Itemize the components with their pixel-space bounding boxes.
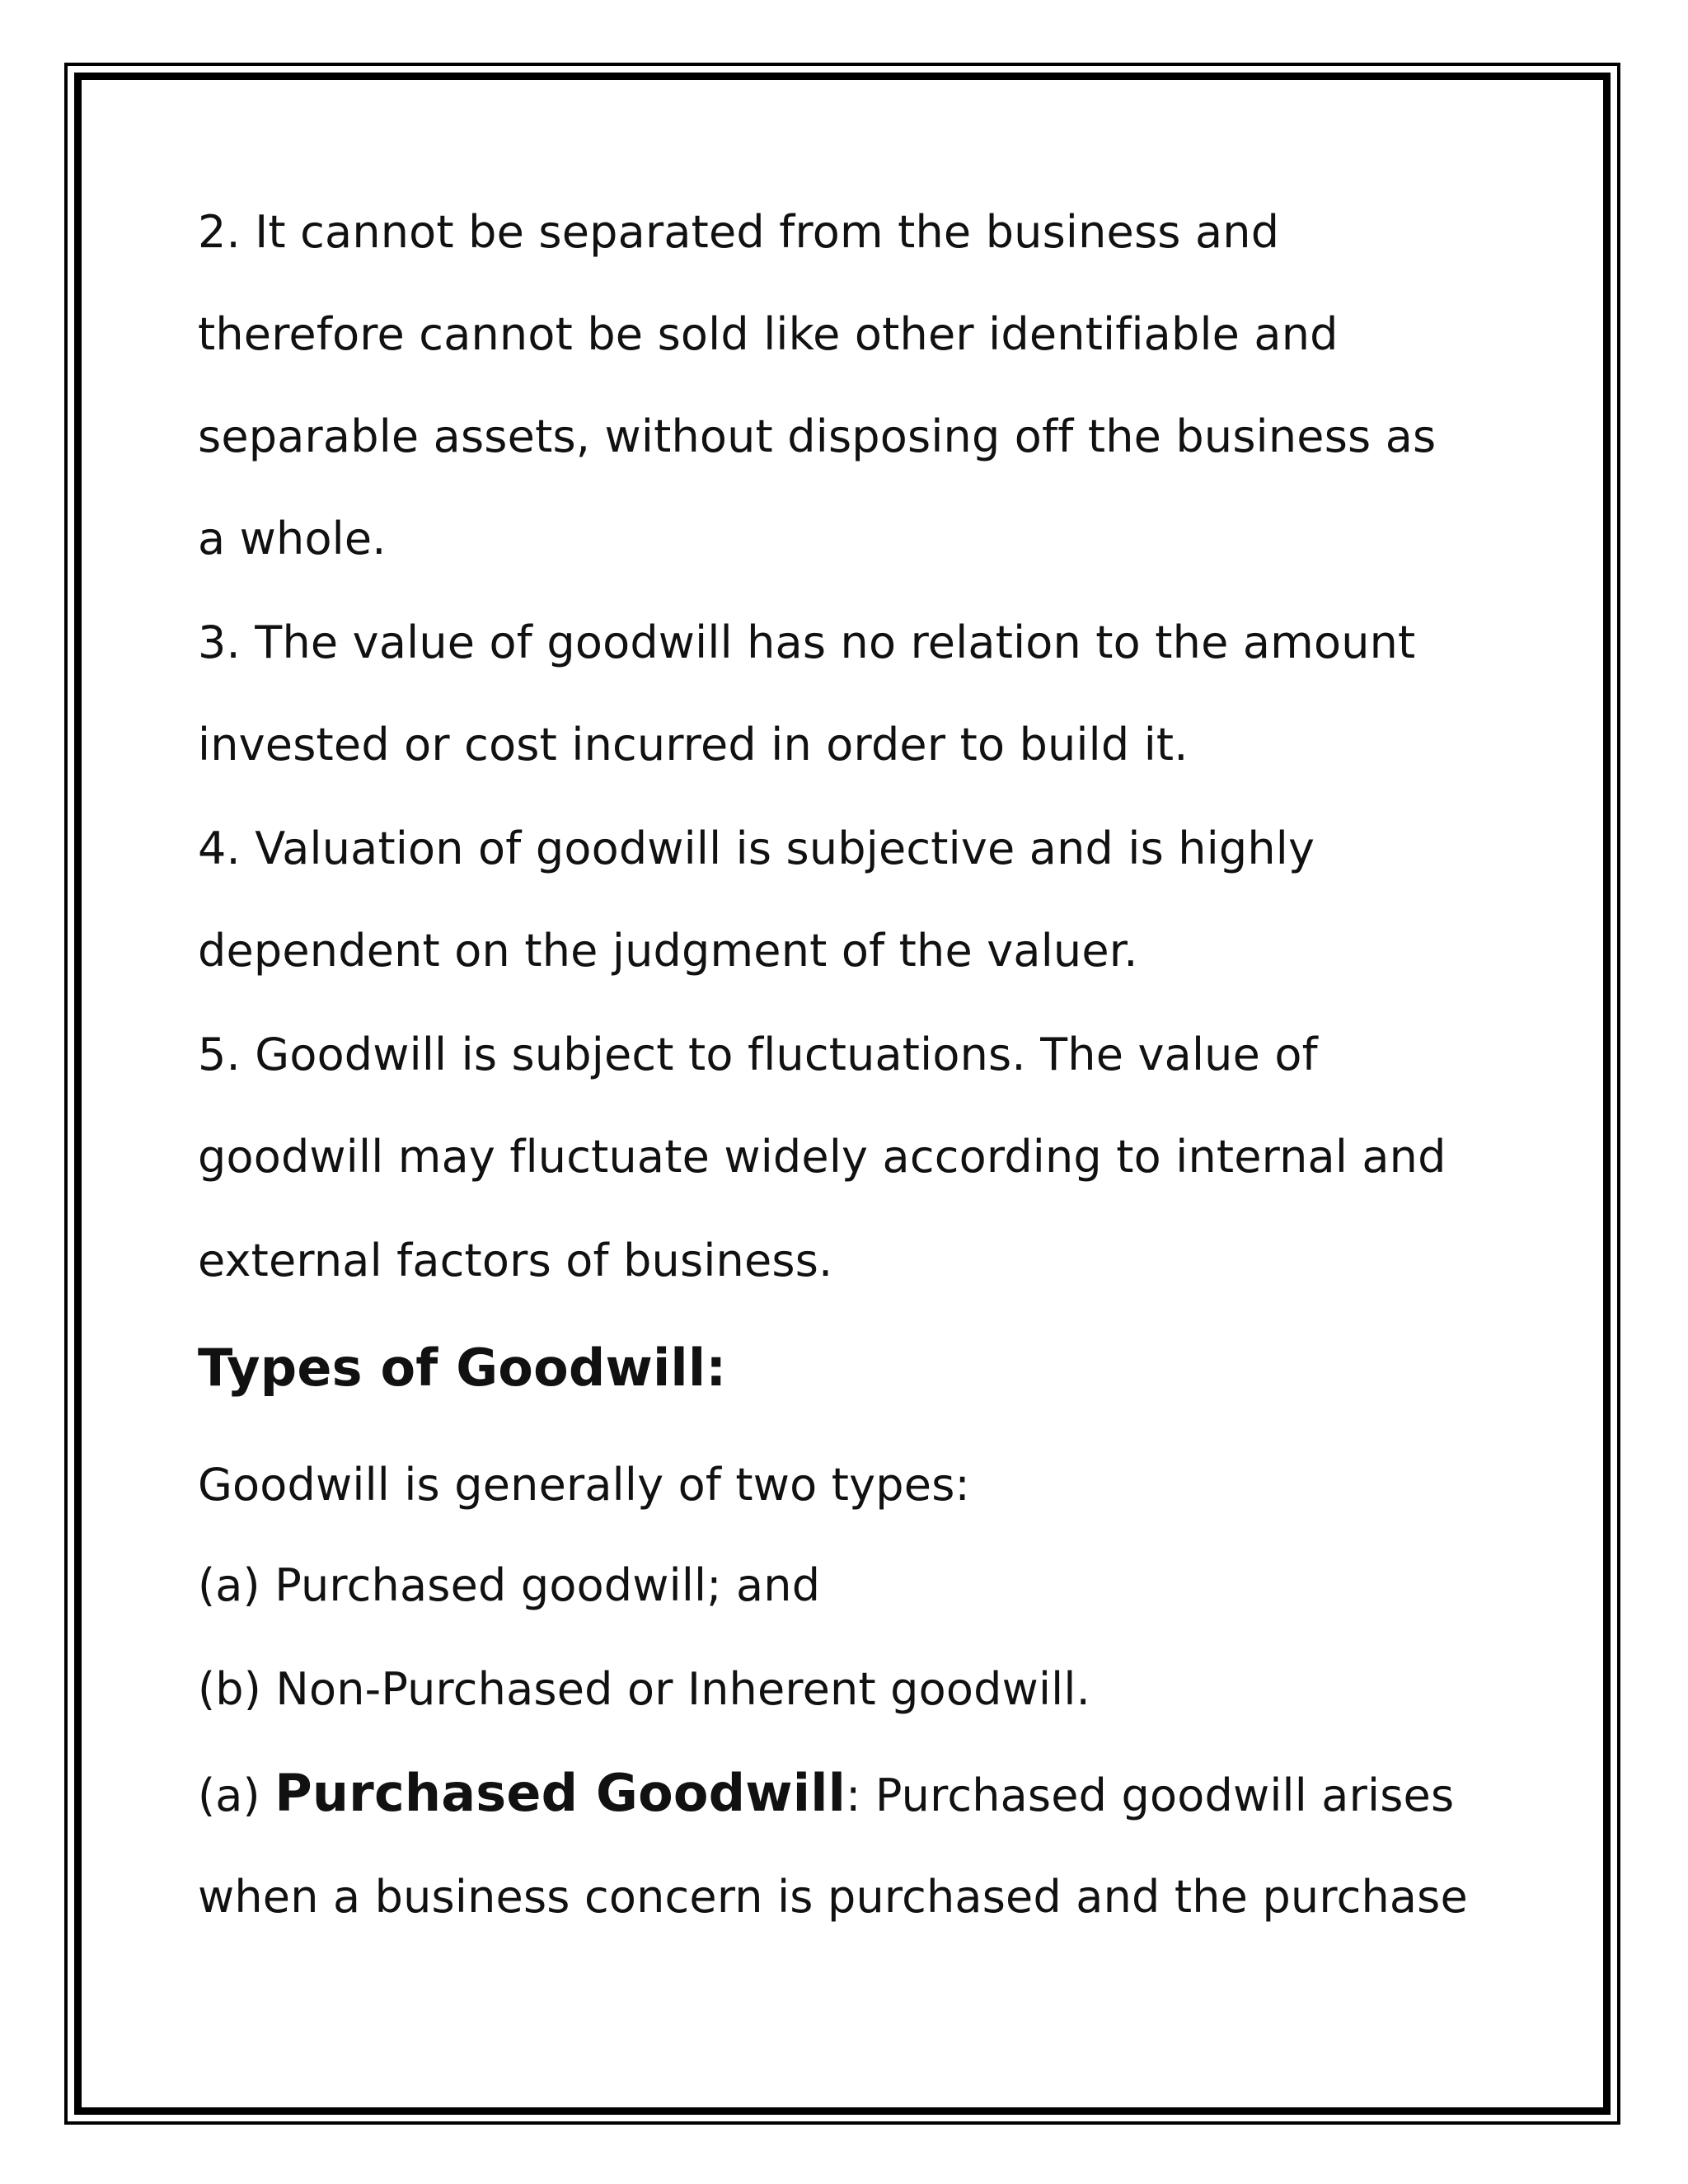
text-line: therefore cannot be sold like other identifiable and <box>198 308 1339 360</box>
text-line: 5. Goodwill is subject to fluctuations. The value of <box>198 1029 1318 1080</box>
type-b-item: (b) Non-Purchased or Inherent goodwill. <box>198 1663 1090 1715</box>
text-line: separable assets, without disposing off the business as <box>198 410 1437 462</box>
text-line: goodwill may fluctuate widely according to internal and <box>198 1131 1447 1183</box>
type-a-item: (a) Purchased goodwill; and <box>198 1559 821 1611</box>
section-heading: Types of Goodwill: <box>198 1338 727 1398</box>
text-line: 2. It cannot be separated from the business and <box>198 206 1280 258</box>
text-line: a whole. <box>198 513 387 565</box>
text-line: external factors of business. <box>198 1235 833 1286</box>
text-line: 4. Valuation of goodwill is subjective and is highly <box>198 823 1315 874</box>
text-line: invested or cost incurred in order to build it. <box>198 719 1189 771</box>
text-line: 3. The value of goodwill has no relation to the amount <box>198 616 1416 668</box>
text-line: when a business concern is purchased and the purchase <box>198 1871 1468 1923</box>
text-line: dependent on the judgment of the valuer. <box>198 925 1138 977</box>
purchased-prefix: (a) <box>198 1769 275 1821</box>
purchased-rest: : Purchased goodwill arises <box>846 1769 1455 1821</box>
purchased-goodwill-paragraph <box>198 1763 1455 1823</box>
purchased-term: Purchased Goodwill <box>274 1763 846 1823</box>
types-intro: Goodwill is generally of two types: <box>198 1459 970 1511</box>
